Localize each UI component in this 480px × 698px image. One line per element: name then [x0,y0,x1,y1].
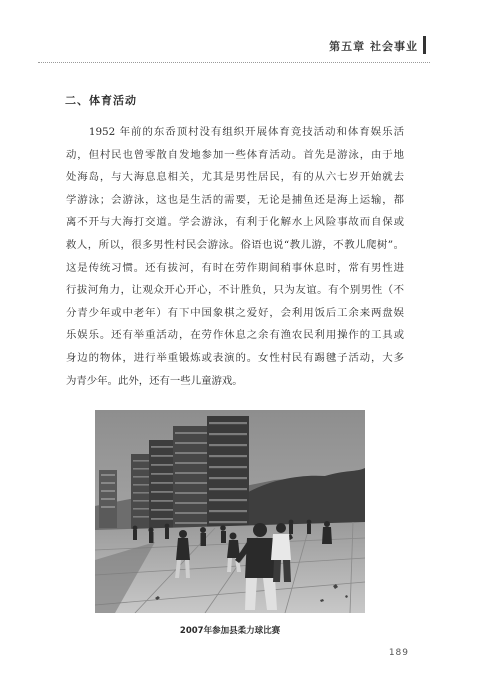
body-line: 为青少年。此外，还有一些儿童游戏。 [66,374,243,387]
body-line: 行拔河角力，让观众开心开心，不计胜负，只为友谊。有个别男性（不 [66,284,404,297]
body-line: 动，但村民也曾零散自发地参加一些体育活动。首先是游泳，由于地 [66,148,404,161]
body-line: 1952 年前的东岙顶村没有组织开展体育竞技活动和体育娱乐活 [66,126,404,138]
photo-rouliqiu-competition [95,410,365,613]
header-divider [38,62,430,63]
body-line: 处海岛，与大海息息相关，尤其是男性居民，有的从六七岁开始就去 [66,171,404,184]
page-number: 189 [388,648,409,658]
body-paragraph [66,121,404,392]
body-line: 离不开与大海打交道。学会游泳，有利于化解水上风险事故而自保或 [66,216,404,229]
body-line: 身边的物体，进行举重锻炼或表演的。女性村民有踢毽子活动，大多 [66,351,404,364]
section-heading: 二、体育活动 [65,94,137,107]
header-bar [423,36,426,54]
body-line: 救人，所以，很多男性村民会游泳。俗语也说“教儿游，不教儿爬树”。 [66,238,404,251]
photo-illustration [95,410,365,613]
body-line: 这是传统习惯。还有拔河，有时在劳作期间稍事休息时，常有男性进 [66,261,404,274]
photo-caption: 2007年参加县柔力球比赛 [179,626,281,636]
body-line: 学游泳；会游泳，这也是生活的需要，无论是捕鱼还是海上运输，都 [66,193,404,206]
body-line: 分青少年或中老年）有下中国象棋之爱好，会利用饭后工余来两盘娱 [66,306,404,319]
body-line: 乐娱乐。还有举重活动，在劳作休息之余有渔农民利用操作的工具或 [66,329,404,342]
running-header: 第五章 社会事业 [329,40,418,53]
